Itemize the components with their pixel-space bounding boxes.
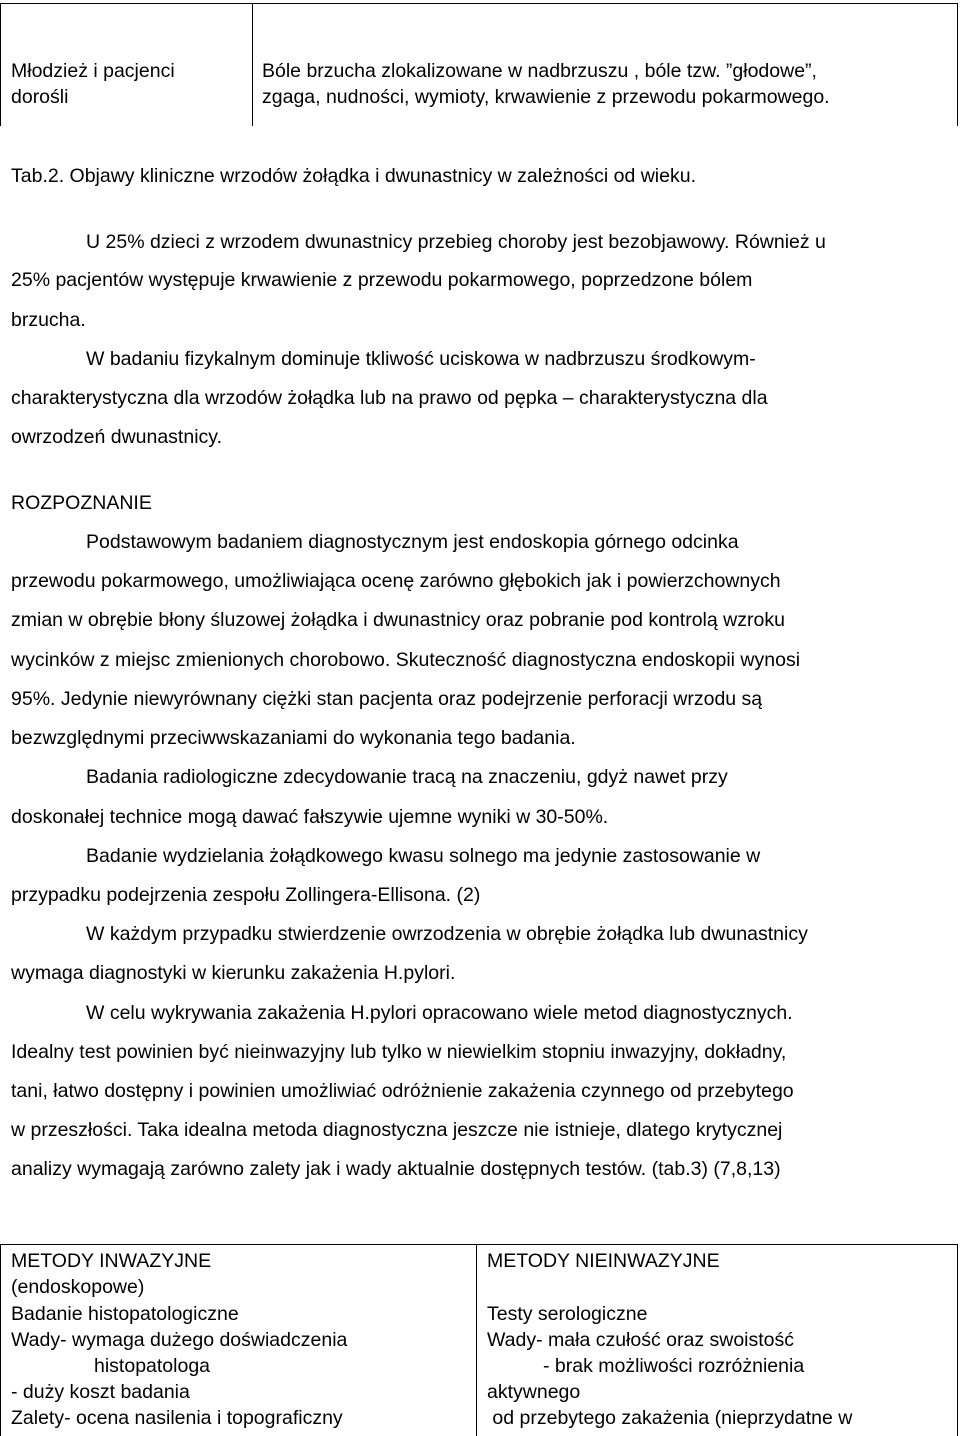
top-table-right-line-1: Bóle brzucha zlokalizowane w nadbrzuszu , bóle tzw. ”głodowe”, bbox=[262, 60, 817, 82]
paragraph-line: w przeszłości. Taka idealna metoda diagnostyczna jeszcze nie istnieje, dlatego krytycznej bbox=[11, 1119, 783, 1141]
paragraph-line: Podstawowym badaniem diagnostycznym jest endoskopia górnego odcinka bbox=[86, 531, 739, 553]
paragraph-line: W celu wykrywania zakażenia H.pylori opracowano wiele metod diagnostycznych. bbox=[86, 1002, 793, 1024]
noninvasive-cell-line: Testy serologiczne bbox=[487, 1303, 648, 1325]
top-table-left-line-2: dorośli bbox=[11, 86, 69, 108]
noninvasive-cell-line: od przebytego zakażenia (nieprzydatne w bbox=[487, 1407, 853, 1429]
top-table-divider bbox=[252, 3, 253, 126]
paragraph-line: Idealny test powinien być nieinwazyjny lub tylko w niewielkim stopniu inwazyjny, dokładny, bbox=[11, 1041, 787, 1063]
paragraph-line: zmian w obrębie błony śluzowej żołądka i dwunastnicy oraz pobranie pod kontrolą wzroku bbox=[11, 609, 785, 631]
invasive-cell-line: - duży koszt badania bbox=[11, 1381, 190, 1403]
paragraph-line: 95%. Jedynie niewyrównany ciężki stan pacjenta oraz podejrzenie perforacji wrzodu są bbox=[11, 688, 763, 710]
methods-table-divider bbox=[476, 1244, 477, 1436]
paragraph-line: doskonałej technice mogą dawać fałszywie ujemne wyniki w 30-50%. bbox=[11, 806, 609, 828]
paragraph-line: wymaga diagnostyki w kierunku zakażenia H.pylori. bbox=[11, 962, 456, 984]
paragraph-line: Badania radiologiczne zdecydowanie tracą na znaczeniu, gdyż nawet przy bbox=[86, 766, 728, 788]
paragraph-line: charakterystyczna dla wrzodów żołądka lub na prawo od pępka – charakterystyczna dla bbox=[11, 387, 768, 409]
paragraph-line: bezwzględnymi przeciwwskazaniami do wykonania tego badania. bbox=[11, 727, 576, 749]
table-caption: Tab.2. Objawy kliniczne wrzodów żołądka i dwunastnicy w zależności od wieku. bbox=[11, 165, 696, 187]
paragraph-line: 25% pacjentów występuje krwawienie z przewodu pokarmowego, poprzedzone bólem bbox=[11, 269, 753, 291]
paragraph-line: przypadku podejrzenia zespołu Zollingera-Ellisona. (2) bbox=[11, 884, 481, 906]
paragraph-line: analizy wymagają zarówno zalety jak i wady aktualnie dostępnych testów. (tab.3) (7,8,13) bbox=[11, 1158, 781, 1180]
invasive-cell-line: histopatologa bbox=[94, 1355, 211, 1377]
paragraph-line: W badaniu fizykalnym dominuje tkliwość uciskowa w nadbrzuszu środkowym- bbox=[86, 348, 756, 370]
noninvasive-cell-line: aktywnego bbox=[487, 1381, 581, 1403]
invasive-methods-heading: METODY INWAZYJNE bbox=[11, 1250, 212, 1272]
noninvasive-methods-heading: METODY NIEINWAZYJNE bbox=[487, 1250, 720, 1272]
noninvasive-cell-line: Wady- mała czułość oraz swoistość bbox=[487, 1329, 795, 1351]
paragraph-line: przewodu pokarmowego, umożliwiająca ocenę zarówno głębokich jak i powierzchownych bbox=[11, 570, 781, 592]
paragraph-line: tani, łatwo dostępny i powinien umożliwiać odróżnienie zakażenia czynnego od przebytego bbox=[11, 1080, 794, 1102]
invasive-methods-subheading: (endoskopowe) bbox=[11, 1276, 145, 1298]
top-table-left-line-1: Młodzież i pacjenci bbox=[11, 60, 175, 82]
invasive-cell-line: Wady- wymaga dużego doświadczenia bbox=[11, 1329, 348, 1351]
paragraph-line: U 25% dzieci z wrzodem dwunastnicy przebieg choroby jest bezobjawowy. Również u bbox=[86, 231, 826, 253]
noninvasive-cell-line: - brak możliwości rozróżnienia bbox=[543, 1355, 805, 1377]
invasive-cell-line: Zalety- ocena nasilenia i topograficzny bbox=[11, 1407, 343, 1429]
top-table-right-line-2: zgaga, nudności, wymioty, krwawienie z przewodu pokarmowego. bbox=[262, 86, 830, 108]
paragraph-line: wycinków z miejsc zmienionych chorobowo. Skuteczność diagnostyczna endoskopii wynosi bbox=[11, 649, 801, 671]
paragraph-line: brzucha. bbox=[11, 309, 86, 331]
invasive-cell-line: Badanie histopatologiczne bbox=[11, 1303, 239, 1325]
section-heading: ROZPOZNANIE bbox=[11, 492, 152, 514]
paragraph-line: Badanie wydzielania żołądkowego kwasu solnego ma jedynie zastosowanie w bbox=[86, 845, 761, 867]
paragraph-line: W każdym przypadku stwierdzenie owrzodzenia w obrębie żołądka lub dwunastnicy bbox=[86, 923, 808, 945]
paragraph-line: owrzodzeń dwunastnicy. bbox=[11, 426, 222, 448]
